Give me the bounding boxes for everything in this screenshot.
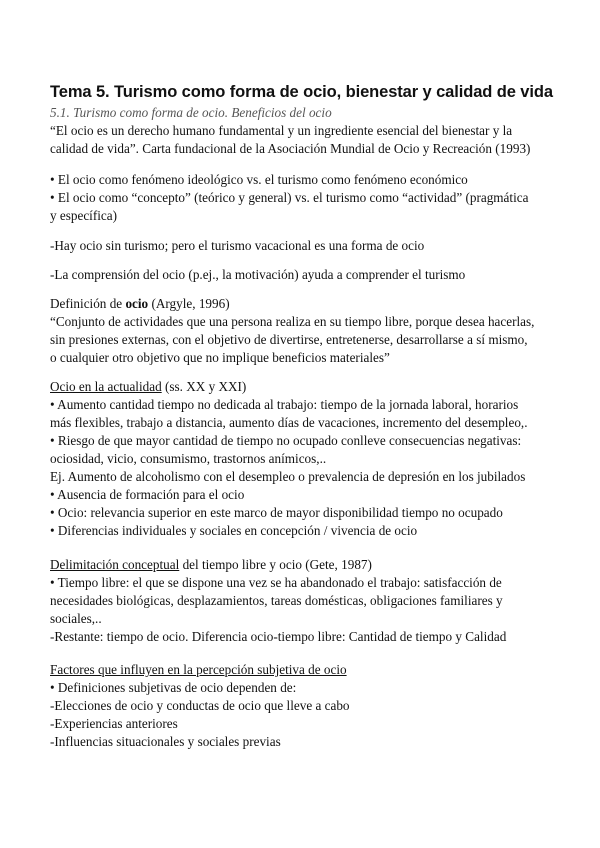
factores-section xyxy=(50,661,550,751)
section-subtitle xyxy=(50,104,550,122)
definition-line: “Conjunto de actividades que una persona realiza en su tiempo libre, porque desea hacerlas, xyxy=(50,314,535,329)
list-item: sociales,.. xyxy=(50,611,102,626)
list-item: • Definiciones subjetivas de ocio dependen de: xyxy=(50,680,297,695)
list-item: necesidades biológicas, desplazamientos, tareas domésticas, obligaciones familiares y xyxy=(50,593,503,608)
definition-prefix: Definición de xyxy=(50,296,126,311)
list-item: Ej. Aumento de alcoholismo con el desempleo o prevalencia de depresión en los jubilados xyxy=(50,469,526,484)
subtitle-text: 5.1. Turismo como forma de ocio. Beneficios del ocio xyxy=(50,105,332,120)
list-item: y específica) xyxy=(50,208,117,223)
paragraph-dash-1 xyxy=(50,237,550,255)
bullet-list-1 xyxy=(50,171,550,225)
list-item: -Elecciones de ocio y conductas de ocio que lleve a cabo xyxy=(50,698,350,713)
quote-line: calidad de vida”. Carta fundacional de la Asociación Mundial de Ocio y Recreación (1993) xyxy=(50,141,531,156)
list-item: • El ocio como fenómeno ideológico vs. el turismo como fenómeno económico xyxy=(50,172,468,187)
section-heading-suffix: del tiempo libre y ocio (Gete, 1987) xyxy=(179,557,372,572)
definition-heading xyxy=(50,295,550,313)
definition-suffix: (Argyle, 1996) xyxy=(148,296,230,311)
quote-line: “El ocio es un derecho humano fundamental y un ingrediente esencial del bienestar y la xyxy=(50,123,513,138)
list-item: -Influencias situacionales y sociales previas xyxy=(50,734,281,749)
list-item: -Restante: tiempo de ocio. Diferencia ocio-tiempo libre: Cantidad de tiempo y Calidad xyxy=(50,629,507,644)
list-item: • Ausencia de formación para el ocio xyxy=(50,487,245,502)
section-heading-underlined: Delimitación conceptual xyxy=(50,557,180,572)
delimitacion-section xyxy=(50,556,550,646)
list-item: • Tiempo libre: el que se dispone una vez se ha abandonado el trabajo: satisfacción de xyxy=(50,575,502,590)
section-heading: Factores que influyen en la percepción subjetiva de ocio xyxy=(50,662,347,677)
list-item: • Riesgo de que mayor cantidad de tiempo no ocupado conlleve consecuencias negativas: xyxy=(50,433,522,448)
definition-line: sin presiones externas, con el objetivo de divertirse, entretenerse, desarrollarse a sí mismo, xyxy=(50,332,528,347)
section-heading xyxy=(50,378,550,396)
section-heading-underlined: Ocio en la actualidad xyxy=(50,379,162,394)
list-item: -Experiencias anteriores xyxy=(50,716,178,731)
list-item: • Diferencias individuales y sociales en concepción / vivencia de ocio xyxy=(50,523,418,538)
section-heading xyxy=(50,556,550,574)
quote-block xyxy=(50,122,550,158)
list-item: ociosidad, vicio, consumismo, trastornos anímicos,.. xyxy=(50,451,327,466)
paragraph-text: -La comprensión del ocio (p.ej., la motivación) ayuda a comprender el turismo xyxy=(50,267,466,282)
actualidad-section xyxy=(50,378,550,540)
section-heading-suffix: (ss. XX y XXI) xyxy=(161,379,247,394)
page-title: Tema 5. Turismo como forma de ocio, bienestar y calidad de vida xyxy=(50,83,553,101)
list-item: más flexibles, trabajo a distancia, aumento días de vacaciones, incremento del desempleo,. xyxy=(50,415,528,430)
paragraph-dash-2 xyxy=(50,266,550,284)
list-item: • Aumento cantidad tiempo no dedicada al trabajo: tiempo de la jornada laboral, horarios xyxy=(50,397,519,412)
list-item: • Ocio: relevancia superior en este marco de mayor disponibilidad tiempo no ocupado xyxy=(50,505,503,520)
definition-block xyxy=(50,295,550,367)
list-item: • El ocio como “concepto” (teórico y general) vs. el turismo como “actividad” (pragmática xyxy=(50,190,529,205)
paragraph-text: -Hay ocio sin turismo; pero el turismo vacacional es una forma de ocio xyxy=(50,238,425,253)
definition-term: ocio xyxy=(125,296,149,311)
definition-line: o cualquier otro objetivo que no implique beneficios materiales” xyxy=(50,350,390,365)
